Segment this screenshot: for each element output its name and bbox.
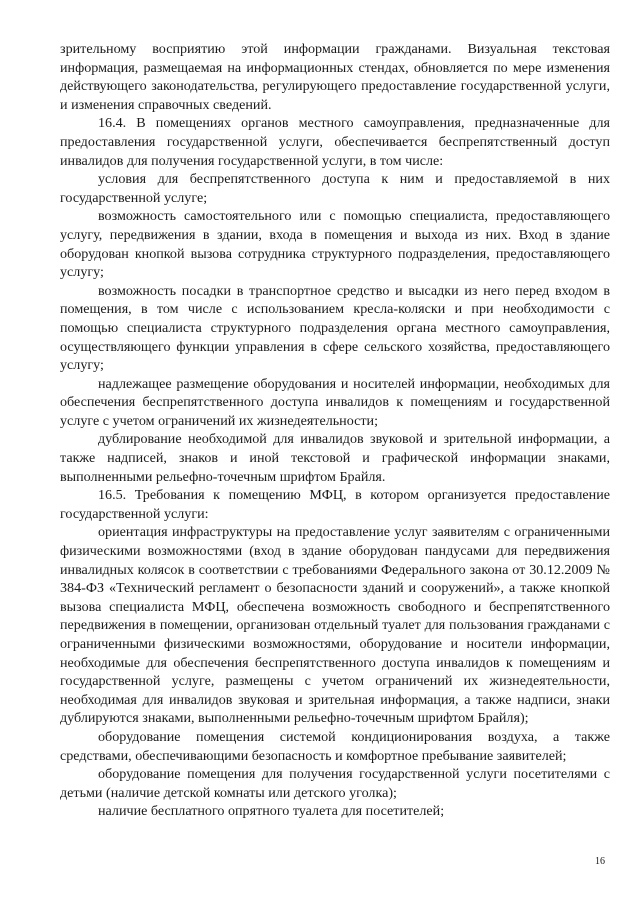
- paragraph-braille-duplication: дублирование необходимой для инвалидов звуковой и зрительной информации, а также надписей, знаков и иной текстовой и графической информации знаками, выполненными рельефно-точечным шрифтом Брайля.: [60, 431, 610, 485]
- paragraph-access-conditions: условия для беспрепятственного доступа к ним и предоставляемой в них государственной услуге;: [60, 171, 610, 206]
- paragraph-free-toilet: наличие бесплатного опрятного туалета для посетителей;: [98, 803, 445, 820]
- paragraph-vehicle-boarding: возможность посадки в транспортное средство и высадки из него перед входом в помещения, в том числе с использованием кресла-коляски и при необходимости с помощью специалиста структурного подразделения органа местного самоуправления, осуществляющего функции управления в сфере сельского хозяйства, предоставляющего услугу;: [60, 282, 610, 374]
- paragraph-air-conditioning: оборудование помещения системой кондиционирования воздуха, а также средствами, обеспечивающими безопасность и комфортное пребывание заявителей;: [60, 728, 610, 764]
- page-number: 16: [595, 856, 605, 867]
- paragraph-movement-possibility: возможность самостоятельного или с помощью специалиста, предоставляющего услугу, передвижения в здании, входа в помещения и выхода из них. Вход в здание оборудован кнопкой вызова сотрудника структурного подразделения, предоставляющего услугу;: [60, 208, 610, 281]
- paragraph-children-room: оборудование помещения для получения государственной услуги посетителями с детьми (наличие детской комнаты или детского уголка);: [60, 766, 610, 801]
- paragraph-equipment-placement: надлежащее размещение оборудования и носителей информации, необходимых для обеспечения беспрепятственного доступа инвалидов к помещениям и государственной услуге с учетом ограничений их жизнедеятельности;: [60, 375, 610, 429]
- document-page: [60, 40, 610, 821]
- paragraph-16-4: 16.4. В помещениях органов местного самоуправления, предназначенные для предоставления государственной услуги, обеспечивается беспрепятственный доступ инвалидов для получения государственной услуги, в том числе:: [60, 115, 610, 169]
- paragraph-infrastructure-orientation: ориентация инфраструктуры на предоставление услуг заявителям с ограниченными физическими возможностями (вход в здание оборудован пандусами для передвижения инвалидных колясок в соответствии с требованиями Федерального закона от 30.12.2009 № 384-ФЗ «Технический регламент о безопасности зданий и сооружений», а также кнопкой вызова специалиста МФЦ, обеспечена возможность свободного и беспрепятственного передвижения в помещении, организован отдельный туалет для пользования гражданами с ограниченными физическими возможностями, оборудование и носители информации, необходимые для обеспечения беспрепятственного доступа инвалидов к помещениям и государственной услуге, размещены с учетом ограничений их жизнедеятельности, необходимая для инвалидов звуковая и зрительная информация, а также надписи, знаки дублируются знаками, выполненными рельефно-точечным шрифтом Брайля);: [60, 524, 610, 727]
- paragraph-continuation: зрительному восприятию этой информации гражданами. Визуальная текстовая информация, размещаемая на информационных стендах, обновляется по мере изменения действующего законодательства, регулирующего предоставление государственной услуги, и изменения справочных сведений.: [60, 41, 610, 113]
- paragraph-16-5: 16.5. Требования к помещению МФЦ, в котором организуется предоставление государственной услуги:: [60, 487, 610, 522]
